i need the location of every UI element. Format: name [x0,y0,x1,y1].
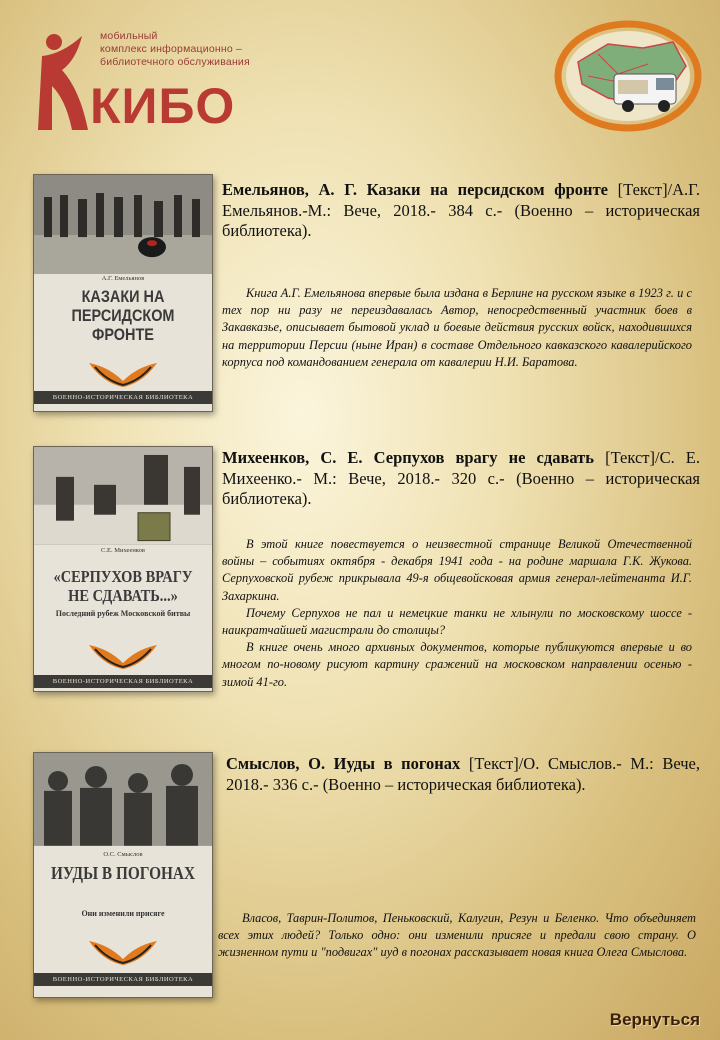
annotation-paragraph: В книге очень много архивных документов, которые публикуются впервые и во многом по-новому рисуют картину сражений на московском направлении осенью - зимой 41-го. [222,640,692,689]
logo-name: КИБО [90,78,236,134]
book-publication-details: [Текст]/О. Смыслов.- М.: Вече, 2018.- 336 с.- (Военно – историческая библиотека). [226,754,700,794]
book-bibliographic-record [226,754,700,795]
mobile-library-van-emblem [548,14,704,138]
kibo-logo-icon [32,30,92,140]
annotation-paragraph: В этой книге повествуется о неизвестной странице Великой Отечественной войны – событиях октября - декабря 1941 года - на родине маршала Г.К. Жукова. Серпуховской рубеж прикрывала 49-я общевойсковая армия генерал-лейтенанта И.Г. Захаркина. [222,537,692,603]
annotation-paragraph: Почему Серпухов не пал и немецкие танки не хлынули по московскому шоссе - наикратчайшей магистрали до столицы? [222,605,692,638]
book-publication-details: [Текст]/С. Е. Михеенко.- М.: Вече, 2018.- 320 с.- (Военно – историческая библиотека). [222,448,700,508]
cover-title: КАЗАКИ НА ПЕРСИДСКОМ ФРОНТЕ [71,287,175,344]
annotation-paragraph: Власов, Таврин-Политов, Пеньковский, Калугин, Резун и Беленко. Что объединяет всех этих людей? Только одно: они изменили присяге и предали свою страну. О жизненном пути и "подвигах" иуд в погонах рассказывает новая книга Олега Смыслова. [218,911,696,960]
book-cover [33,174,213,412]
back-button[interactable]: Вернуться [609,1010,700,1029]
cover-author: О.С. Смыслов [103,851,143,858]
annotation-paragraph: Книга А.Г. Емельянова впервые была издана в Берлине на русском языке в 1923 г. и с тех пор ни разу не переиздавалась Автор, непосредственный участник боев в Закавказье, описывает бытовой уклад и боевые действия русских войск, находившихся на территории Персии (ныне Иран) в составе Отдельного кавказского кавалерийского корпуса под командованием генерала от кавалерии Н.И. Баратова. [222,286,692,369]
book-annotation [222,536,692,691]
cover-series: ВОЕННО-ИСТОРИЧЕСКАЯ БИБЛИОТЕКА [34,973,212,986]
cover-author: С.Е. Михеенков [101,547,145,554]
logo-caption-line: библиотечного обслуживания [100,56,250,68]
book-author-title: Михеенков, С. Е. Серпухов врагу не сдавать [222,448,595,467]
cover-series: ВОЕННО-ИСТОРИЧЕСКАЯ БИБЛИОТЕКА [34,675,212,688]
book-bibliographic-record [222,448,700,510]
book-cover [33,752,213,998]
book-author-title: Смыслов, О. Иуды в погонах [226,754,461,773]
cover-title: ИУДЫ В ПОГОНАХ [50,863,196,883]
book-cover [33,446,213,692]
book-annotation [222,285,692,371]
cover-series: ВОЕННО-ИСТОРИЧЕСКАЯ БИБЛИОТЕКА [34,391,212,404]
cover-photo [34,175,212,274]
cover-subtitle: Они изменили присяге [81,909,165,918]
st-george-ribbon-icon [83,355,163,389]
st-george-ribbon-icon [83,637,163,671]
logo-caption-line: комплекс информационно – [100,43,243,55]
logo-caption-line: мобильный [100,30,158,42]
book-bibliographic-record [222,180,700,242]
cover-title: «СЕРПУХОВ ВРАГУ НЕ СДАВАТЬ...» [53,567,193,605]
cover-subtitle: Последний рубеж Московской битвы [55,609,191,618]
book-publication-details: [Текст]/А.Г. Емельянов.-М.: Вече, 2018.- 384 с.- (Военно – историческая библиотека). [222,180,700,240]
book-annotation [218,910,696,962]
cover-photo [34,753,212,846]
cover-author: А.Г. Емельянов [101,275,145,282]
logo-caption [100,30,250,69]
cover-photo [34,447,212,545]
book-author-title: Емельянов, А. Г. Казаки на персидском фронте [222,180,608,199]
st-george-ribbon-icon [83,933,163,967]
